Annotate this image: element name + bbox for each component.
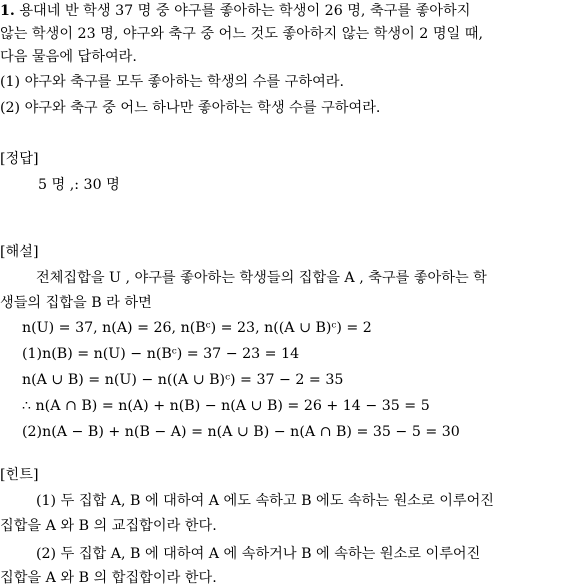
hint-line-4: 집합을 A 와 B 의 합집합이라 한다.: [0, 570, 217, 586]
problem-line-2: 않는 학생이 23 명, 야구와 축구 중 어느 것도 좋아하지 않는 학생이 2 명일 때,: [0, 26, 483, 42]
problem-line-3: 다음 물음에 답하여라.: [0, 49, 137, 65]
explanation-heading: [해설]: [0, 244, 39, 260]
explanation-step-1: (1)n(B) = n(U) − n(Bᶜ) = 37 − 23 = 14: [22, 346, 300, 362]
explanation-given-values: n(U) = 37, n(A) = 26, n(Bᶜ) = 23, n((A ∪ B)ᶜ) = 2: [22, 320, 372, 336]
problem-line-1: [0, 1, 470, 21]
hint-line-2: 집합을 A 와 B 의 교집합이라 한다.: [0, 518, 217, 534]
explanation-step-3: ∴ n(A ∩ B) = n(A) + n(B) − n(A ∪ B) = 26 + 14 − 35 = 5: [22, 398, 430, 414]
answer-text: 5 명 ,: 30 명: [38, 177, 120, 193]
explanation-step-4: (2)n(A − B) + n(B − A) = n(A ∪ B) − n(A ∩ B) = 35 − 5 = 30: [22, 424, 460, 440]
hint-line-3: (2) 두 집합 A, B 에 대하여 A 에 속하거나 B 에 속하는 원소로 이루어진: [36, 546, 481, 562]
hint-heading: [힌트]: [0, 467, 39, 483]
explanation-line-1: 전체집합을 U , 야구를 좋아하는 학생들의 집합을 A , 축구를 좋아하는 학: [36, 270, 487, 286]
answer-heading: [정답]: [0, 151, 39, 167]
question-1: (1) 야구와 축구를 모두 좋아하는 학생의 수를 구하여라.: [0, 74, 344, 90]
problem-text-1: 용대네 반 학생 37 명 중 야구를 좋아하는 학생이 26 명, 축구를 좋아하지: [19, 3, 471, 19]
explanation-step-2: n(A ∪ B) = n(U) − n((A ∪ B)ᶜ) = 37 − 2 = 35: [22, 372, 344, 388]
problem-number: 1.: [0, 3, 15, 19]
question-2: (2) 야구와 축구 중 어느 하나만 좋아하는 학생 수를 구하여라.: [0, 100, 381, 116]
explanation-line-2: 생들의 집합을 B 라 하면: [0, 295, 152, 311]
hint-line-1: (1) 두 집합 A, B 에 대하여 A 에도 속하고 B 에도 속하는 원소로 이루어진: [36, 493, 495, 509]
